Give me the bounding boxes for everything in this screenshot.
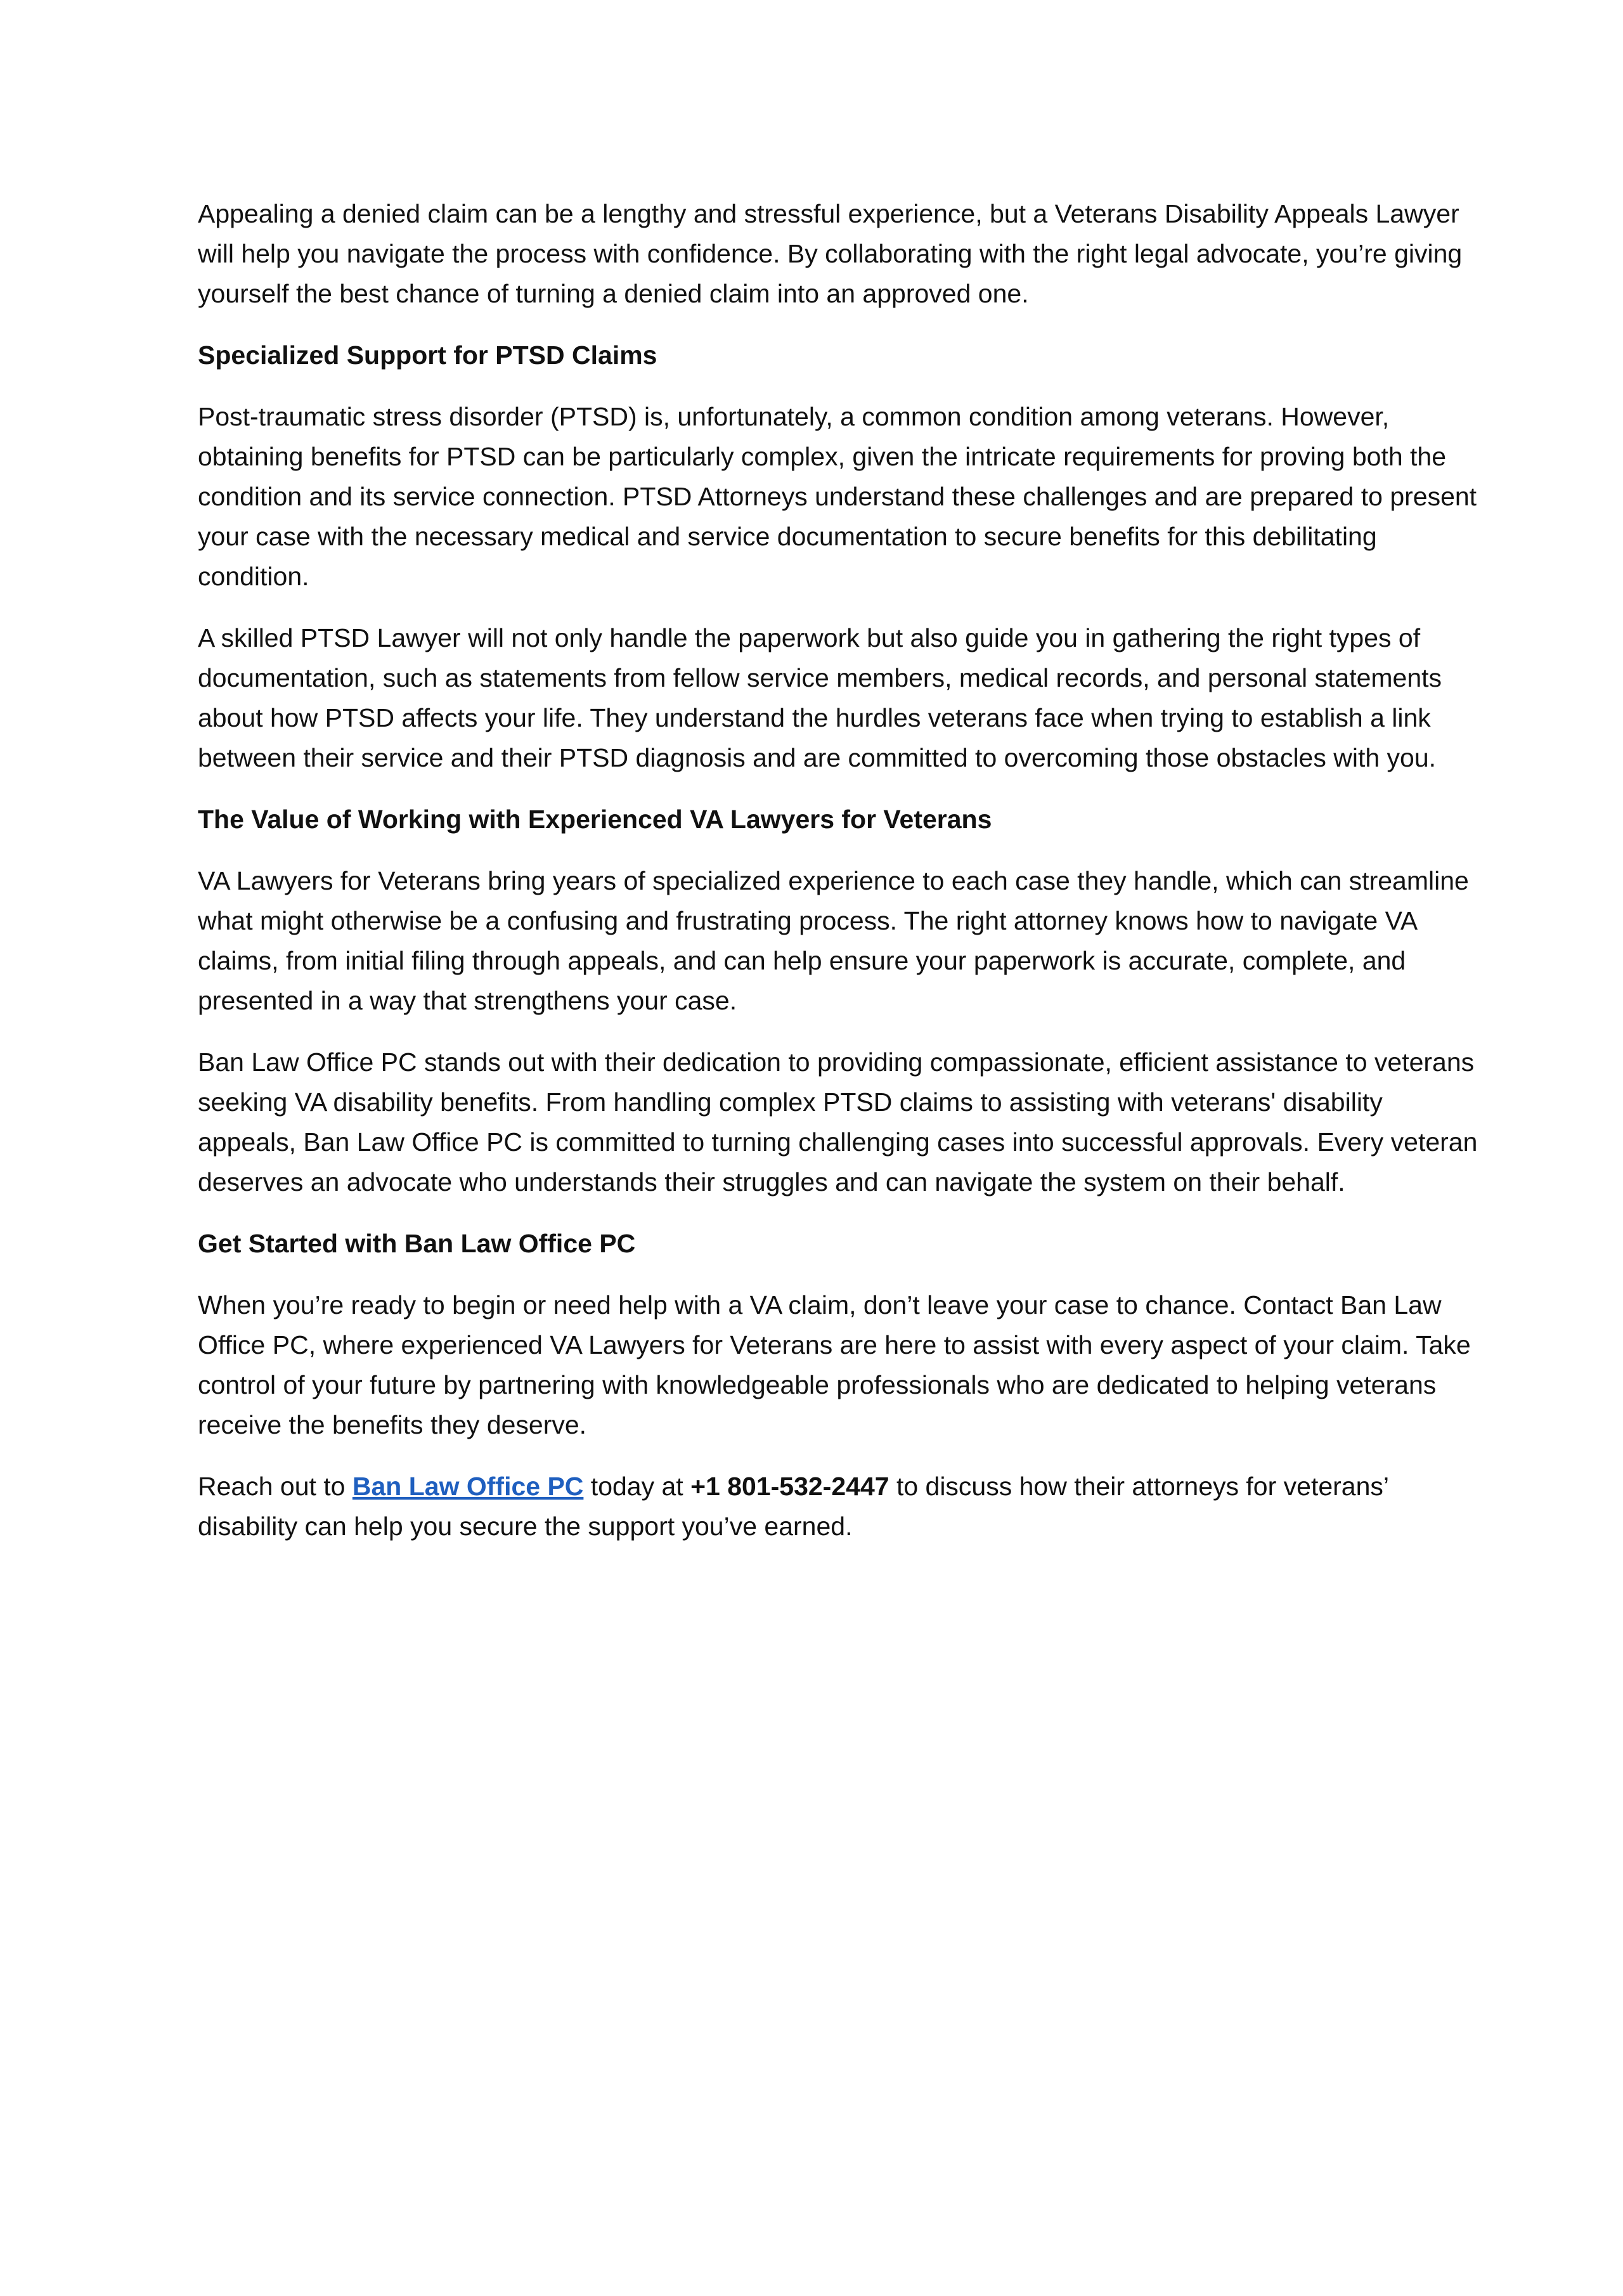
- paragraph-va-lawyers: VA Lawyers for Veterans bring years of specialized experience to each case they handle, which can streamline what might otherwise be a confusing and frustrating process. The right attorney knows how to navigate VA claims, from initial filing through appeals, and can help ensure your paperwork is accurate, complete, and presented in a way that strengthens your case.: [198, 866, 1469, 1015]
- heading-ptsd-support: Specialized Support for PTSD Claims: [198, 341, 657, 370]
- reach-out-prefix: Reach out to: [198, 1472, 352, 1501]
- reach-out-suffix: to discuss how their attorneys for veterans’ disability can help you secure the support you’ve earned.: [198, 1472, 1388, 1541]
- paragraph-reach-out: [198, 1467, 1478, 1547]
- paragraph-ptsd-overview: Post-traumatic stress disorder (PTSD) is, unfortunately, a common condition among veterans. However, obtaining benefits for PTSD can be particularly complex, given the intricate requirements for proving both the condition and its service connection. PTSD Attorneys understand these challenges and are prepared to present your case with the necessary medical and service documentation to secure benefits for this debilitating condition.: [198, 402, 1477, 591]
- paragraph-ptsd-lawyer: A skilled PTSD Lawyer will not only handle the paperwork but also guide you in gathering the right types of documentation, such as statements from fellow service members, medical records, and personal statements about how PTSD affects your life. They understand the hurdles veterans face when trying to establish a link between their service and their PTSD diagnosis and are committed to overcoming those obstacles with you.: [198, 623, 1442, 772]
- heading-experienced-lawyers: The Value of Working with Experienced VA Lawyers for Veterans: [198, 805, 992, 834]
- heading-get-started: Get Started with Ban Law Office PC: [198, 1229, 636, 1258]
- reach-out-middle: today at: [583, 1472, 691, 1501]
- paragraph-contact: When you’re ready to begin or need help with a VA claim, don’t leave your case to chance. Contact Ban Law Office PC, where experienced VA Lawyers for Veterans are here to assist with every aspect of your claim. Take control of your future by partnering with knowledgeable professionals who are dedicated to helping veterans receive the benefits they deserve.: [198, 1290, 1471, 1439]
- paragraph-appeals-intro: Appealing a denied claim can be a lengthy and stressful experience, but a Veterans Disability Appeals Lawyer will help you navigate the process with confidence. By collaborating with the right legal advocate, you’re giving yourself the best chance of turning a denied claim into an approved one.: [198, 199, 1463, 308]
- ban-law-office-link[interactable]: Ban Law Office PC: [352, 1472, 584, 1501]
- paragraph-ban-law-office: Ban Law Office PC stands out with their dedication to providing compassionate, efficient assistance to veterans seeking VA disability benefits. From handling complex PTSD claims to assisting with veterans' disability appeals, Ban Law Office PC is committed to turning challenging cases into successful approvals. Every veteran deserves an advocate who understands their struggles and can navigate the system on their behalf.: [198, 1047, 1478, 1197]
- phone-number: +1 801-532-2447: [690, 1472, 889, 1501]
- document-body: [198, 194, 1478, 1568]
